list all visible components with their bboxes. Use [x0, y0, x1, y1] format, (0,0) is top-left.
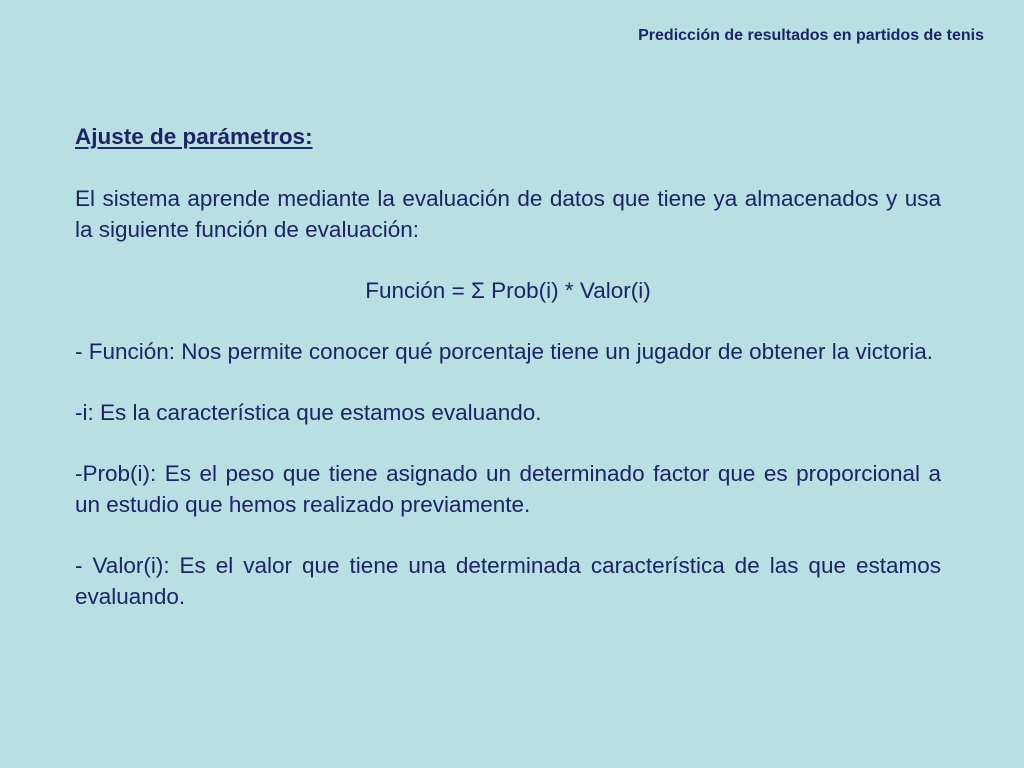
definition-funcion: - Función: Nos permite conocer qué porcentaje tiene un jugador de obtener la victoria.: [75, 339, 933, 364]
definition-valor: - Valor(i): Es el valor que tiene una determinada característica de las que estamos evaluando.: [75, 553, 941, 609]
slide-content: [75, 121, 941, 642]
slide-header-title: Predicción de resultados en partidos de tenis: [638, 27, 984, 44]
intro-paragraph: El sistema aprende mediante la evaluación de datos que tiene ya almacenados y usa la siguiente función de evaluación:: [75, 186, 941, 242]
section-heading: Ajuste de parámetros:: [75, 124, 313, 149]
definition-i: -i: Es la característica que estamos evaluando.: [75, 400, 542, 425]
formula-line: Función = Σ Prob(i) * Valor(i): [365, 278, 651, 303]
definition-prob: -Prob(i): Es el peso que tiene asignado un determinado factor que es proporcional a un estudio que hemos realizado previamente.: [75, 461, 941, 517]
